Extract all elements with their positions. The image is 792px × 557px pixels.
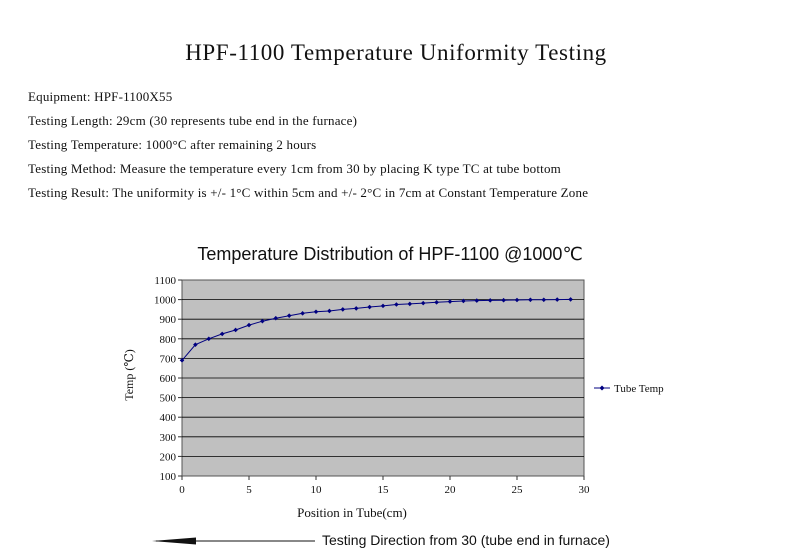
x-tick-label: 20 [444, 484, 456, 496]
y-axis-ticks [154, 275, 182, 483]
direction-note: Testing Direction from 30 (tube end in furnace) [322, 532, 610, 548]
spec-testing-method [28, 158, 588, 182]
y-tick-label: 500 [159, 392, 176, 405]
y-tick-label: 600 [159, 373, 176, 385]
left-arrow-icon [150, 530, 320, 552]
y-tick-label: 1100 [154, 275, 176, 287]
x-tick-label: 0 [179, 484, 185, 496]
spec-testing-length [28, 110, 588, 134]
x-tick-label: 5 [246, 484, 252, 496]
x-tick-label: 15 [377, 484, 389, 496]
y-tick-label: 300 [159, 431, 176, 444]
x-tick-label: 10 [310, 484, 322, 496]
spec-label: Testing Result : [28, 185, 112, 200]
y-tick-label: 700 [159, 353, 176, 366]
chart-title: Temperature Distribution of HPF-1100 @1000℃ [197, 244, 583, 264]
y-tick-label: 800 [159, 333, 176, 346]
spec-label: Equipment : [28, 89, 94, 104]
y-tick-label: 900 [159, 314, 176, 327]
y-tick-label: 200 [159, 451, 176, 464]
x-tick-label: 25 [511, 484, 523, 496]
y-tick-label: 100 [159, 471, 176, 483]
spec-label: Testing Method : [28, 161, 120, 176]
legend [594, 383, 664, 395]
legend-label: Tube Temp [614, 383, 664, 395]
x-axis-label: Position in Tube(cm) [297, 505, 407, 520]
y-tick-label: 400 [159, 412, 176, 425]
legend-marker [600, 386, 605, 391]
spec-value: HPF-1100X55 [94, 89, 173, 104]
temperature-chart [0, 230, 792, 530]
spec-label: Testing Length : [28, 113, 116, 128]
spec-value: 1000°C after remaining 2 hours [145, 137, 317, 152]
test-specs [28, 86, 588, 206]
spec-value: Measure the temperature every 1cm from 30 by placing K type TC at tube bottom [119, 161, 561, 176]
testing-direction [150, 530, 630, 552]
page-title: HPF-1100 Temperature Uniformity Testing [185, 40, 607, 65]
spec-value: 29cm (30 represents tube end in the furnace) [116, 113, 358, 128]
x-axis-ticks [179, 476, 590, 496]
spec-testing-temperature [28, 134, 588, 158]
spec-label: Testing Temperature : [28, 137, 146, 152]
spec-testing-result [28, 182, 588, 206]
y-axis-label: Temp (℃) [122, 349, 136, 401]
y-tick-label: 1000 [154, 294, 176, 307]
x-tick-label: 30 [578, 484, 590, 496]
spec-value: The uniformity is +/- 1°C within 5cm and +/- 2°C in 7cm at Constant Temperature Zone [112, 185, 589, 200]
spec-equipment [28, 86, 588, 110]
